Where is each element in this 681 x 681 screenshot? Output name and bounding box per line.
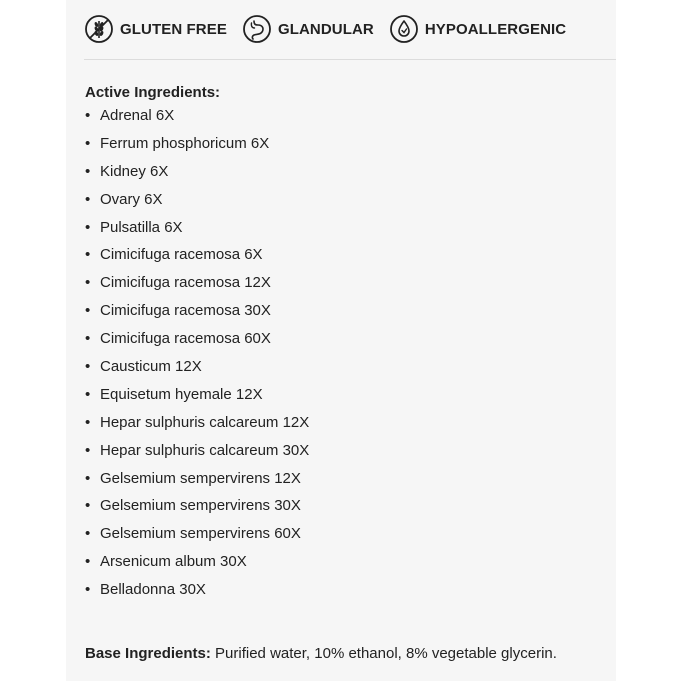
bullet-icon: • [85,134,91,152]
base-ingredients-label: Base Ingredients: [85,645,211,662]
badge-hypoallergenic [389,14,566,44]
ingredient-item [85,217,309,245]
ingredient-name: Ovary 6X [100,190,163,208]
ingredient-item [85,495,309,523]
ingredient-name: Cimicifuga racemosa 60X [100,330,271,348]
ingredient-name: Ferrum phosphoricum 6X [100,134,270,152]
ingredient-item [85,551,309,579]
badge-label: HYPOALLERGENIC [424,20,567,38]
ingredient-item [85,105,309,133]
ingredient-name: Hepar sulphuris calcareum 30X [100,441,310,459]
bullet-icon: • [85,190,91,208]
ingredient-name: Gelsemium sempervirens 60X [100,525,301,543]
ingredient-item [85,356,309,384]
ingredient-item [85,328,309,356]
ingredient-name: Gelsemium sempervirens 12X [100,469,301,487]
gluten-free-icon [84,14,114,44]
ingredient-item [85,412,309,440]
base-ingredients [85,645,557,662]
ingredient-item [85,272,309,300]
active-ingredients-heading: Active Ingredients: [85,84,221,101]
ingredient-name: Cimicifuga racemosa 6X [100,246,263,264]
hypoallergenic-icon [389,14,419,44]
ingredient-name: Arsenicum album 30X [100,553,247,571]
bullet-icon: • [85,107,91,124]
bullet-icon: • [85,497,91,515]
bullet-icon: • [85,525,91,543]
ingredient-name: Cimicifuga racemosa 30X [100,302,271,320]
badge-label: GLANDULAR [277,20,374,38]
bullet-icon: • [85,162,91,180]
ingredient-item [85,300,309,328]
ingredient-name: Belladonna 30X [100,581,206,599]
ingredient-name: Equisetum hyemale 12X [100,385,263,403]
ingredient-name: Adrenal 6X [100,107,175,124]
ingredient-list [85,105,309,607]
ingredient-name: Pulsatilla 6X [100,218,183,236]
bullet-icon: • [85,218,91,236]
ingredient-name: Cimicifuga racemosa 12X [100,274,271,292]
bullet-icon: • [85,330,91,348]
divider [84,59,616,60]
ingredient-name: Gelsemium sempervirens 30X [100,497,301,515]
bullet-icon: • [85,413,91,431]
ingredient-item [85,161,309,189]
ingredient-name: Kidney 6X [100,162,169,180]
bullet-icon: • [85,246,91,264]
ingredient-name: Hepar sulphuris calcareum 12X [100,413,310,431]
bullet-icon: • [85,441,91,459]
base-ingredients-text: Purified water, 10% ethanol, 8% vegetable glycerin. [210,645,557,662]
bullet-icon: • [85,358,91,376]
bullet-icon: • [85,581,91,599]
ingredient-item [85,579,309,607]
badge-label: GLUTEN FREE [120,20,227,38]
ingredient-item [85,523,309,551]
badge-gluten-free [84,14,227,44]
bullet-icon: • [85,385,91,403]
ingredient-item [85,468,309,496]
ingredient-item [85,244,309,272]
bullet-icon: • [85,553,91,571]
ingredient-name: Causticum 12X [100,358,202,376]
bullet-icon: • [85,469,91,487]
bullet-icon: • [85,274,91,292]
ingredient-item [85,384,309,412]
ingredient-item [85,133,309,161]
ingredient-item [85,189,309,217]
badge-row [84,12,581,46]
badge-glandular [242,14,374,44]
ingredient-item [85,440,309,468]
bullet-icon: • [85,302,91,320]
glandular-icon [242,14,272,44]
